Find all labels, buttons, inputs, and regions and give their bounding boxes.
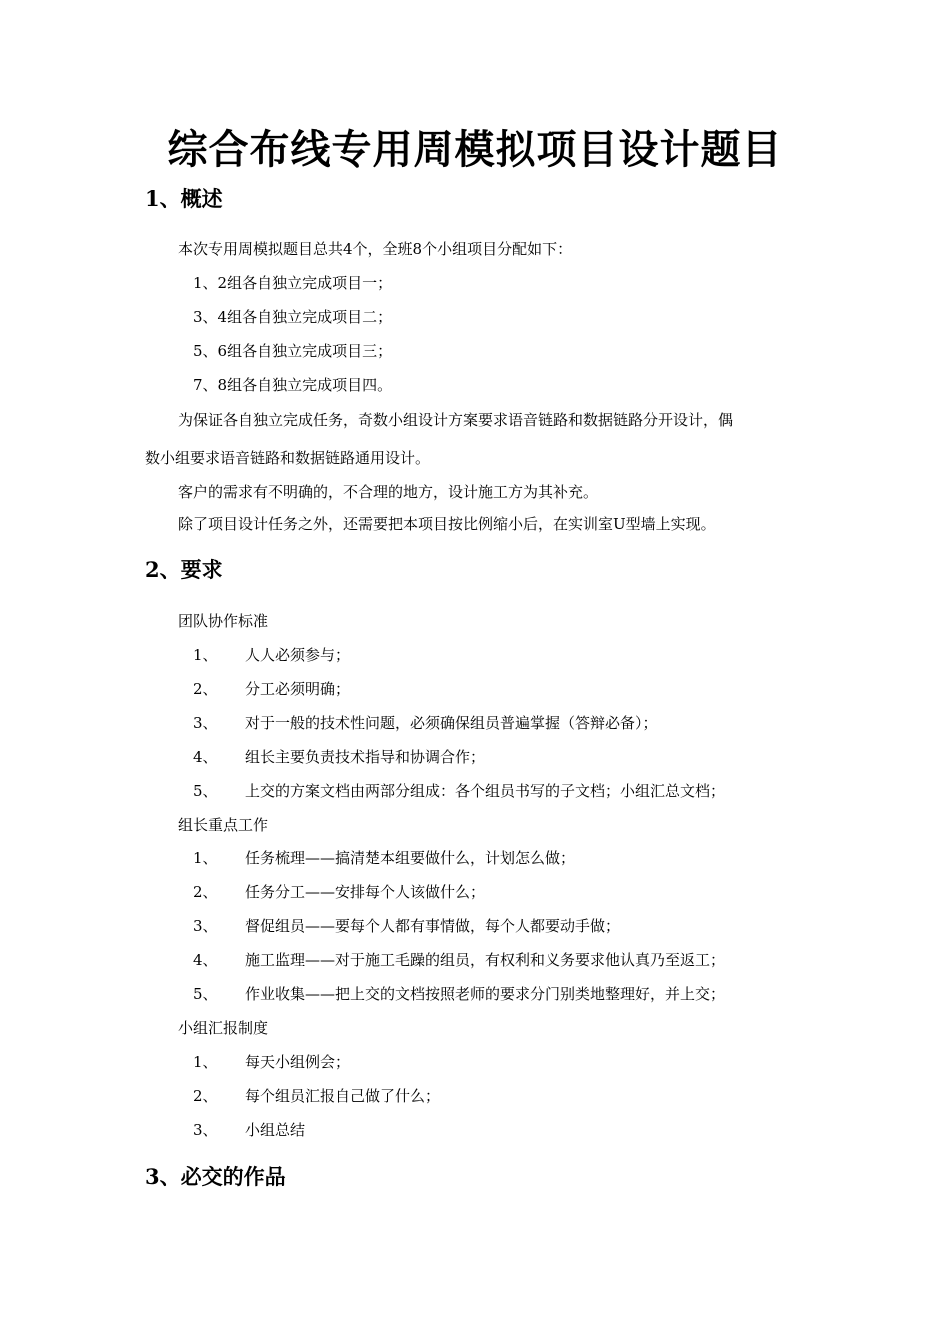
- group-title-report-system: 小组汇报制度: [178, 1019, 269, 1037]
- list-item-number: 5、: [193, 985, 218, 1003]
- list-item: [0, 780, 950, 802]
- paragraph-client-needs: 客户的需求有不明确的，不合理的地方，设计施工方为其补充。: [178, 483, 599, 501]
- list-item-number: 2、: [193, 1087, 218, 1105]
- list-item-number: 3、: [193, 917, 218, 935]
- paragraph-design-rule-line1: 为保证各自独立完成任务，奇数小组设计方案要求语音链路和数据链路分开设计，偶: [178, 411, 734, 429]
- list-item-text: 上交的方案文档由两部分组成：各个组员书写的子文档；小组汇总文档；: [245, 782, 726, 800]
- list-item-text: 人人必须参与；: [245, 646, 351, 664]
- list-item: [0, 1119, 950, 1141]
- document-title: 综合布线专用周模拟项目设计题目: [167, 126, 783, 173]
- list-item: [0, 1085, 950, 1107]
- list-item-number: 2、: [193, 883, 218, 901]
- list-item: [0, 915, 950, 937]
- list-item-number: 1、: [193, 849, 218, 867]
- list-item-text: 作业收集——把上交的文档按照老师的要求分门别类地整理好，并上交；: [245, 985, 726, 1003]
- list-item-number: 3、: [193, 1121, 218, 1139]
- assignment-item: 1、2组各自独立完成项目一；: [193, 274, 393, 292]
- section-heading-deliverables: 3、必交的作品: [145, 1164, 286, 1189]
- list-item: [0, 746, 950, 768]
- list-item-text: 任务梳理——搞清楚本组要做什么，计划怎么做；: [245, 849, 576, 867]
- list-item: [0, 949, 950, 971]
- list-item-number: 2、: [193, 680, 218, 698]
- list-item-text: 施工监理——对于施工毛躁的组员，有权利和义务要求他认真乃至返工；: [245, 951, 726, 969]
- list-item: [0, 644, 950, 666]
- list-item-number: 1、: [193, 646, 218, 664]
- list-item-number: 4、: [193, 951, 218, 969]
- list-item-number: 1、: [193, 1053, 218, 1071]
- list-item-number: 3、: [193, 714, 218, 732]
- list-item: [0, 1051, 950, 1073]
- list-item-text: 每天小组例会；: [245, 1053, 351, 1071]
- list-item-text: 小组总结: [245, 1121, 306, 1139]
- assignment-item: 7、8组各自独立完成项目四。: [193, 376, 393, 394]
- list-item: [0, 678, 950, 700]
- list-item-number: 4、: [193, 748, 218, 766]
- list-item-number: 5、: [193, 782, 218, 800]
- list-item: [0, 983, 950, 1005]
- list-item-text: 督促组员——要每个人都有事情做，每个人都要动手做；: [245, 917, 621, 935]
- assignment-item: 3、4组各自独立完成项目二；: [193, 308, 393, 326]
- paragraph-extra-task: 除了项目设计任务之外，还需要把本项目按比例缩小后，在实训室U型墙上实现。: [178, 515, 716, 533]
- list-item-text: 组长主要负责技术指导和协调合作；: [245, 748, 486, 766]
- section-heading-overview: 1、概述: [145, 186, 223, 211]
- list-item-text: 任务分工——安排每个人该做什么；: [245, 883, 486, 901]
- section-heading-requirements: 2、要求: [145, 557, 223, 582]
- overview-intro: 本次专用周模拟题目总共4个，全班8个小组项目分配如下：: [178, 240, 573, 258]
- list-item-text: 对于一般的技术性问题，必须确保组员普遍掌握（答辩必备）；: [245, 714, 658, 732]
- group-title-teamwork: 团队协作标准: [178, 612, 269, 630]
- assignment-item: 5、6组各自独立完成项目三；: [193, 342, 393, 360]
- paragraph-design-rule-line2: 数小组要求语音链路和数据链路通用设计。: [145, 449, 431, 467]
- list-item: [0, 881, 950, 903]
- list-item-text: 每个组员汇报自己做了什么；: [245, 1087, 441, 1105]
- list-item: [0, 847, 950, 869]
- list-item: [0, 712, 950, 734]
- list-item-text: 分工必须明确；: [245, 680, 351, 698]
- group-title-leader-duties: 组长重点工作: [178, 816, 269, 834]
